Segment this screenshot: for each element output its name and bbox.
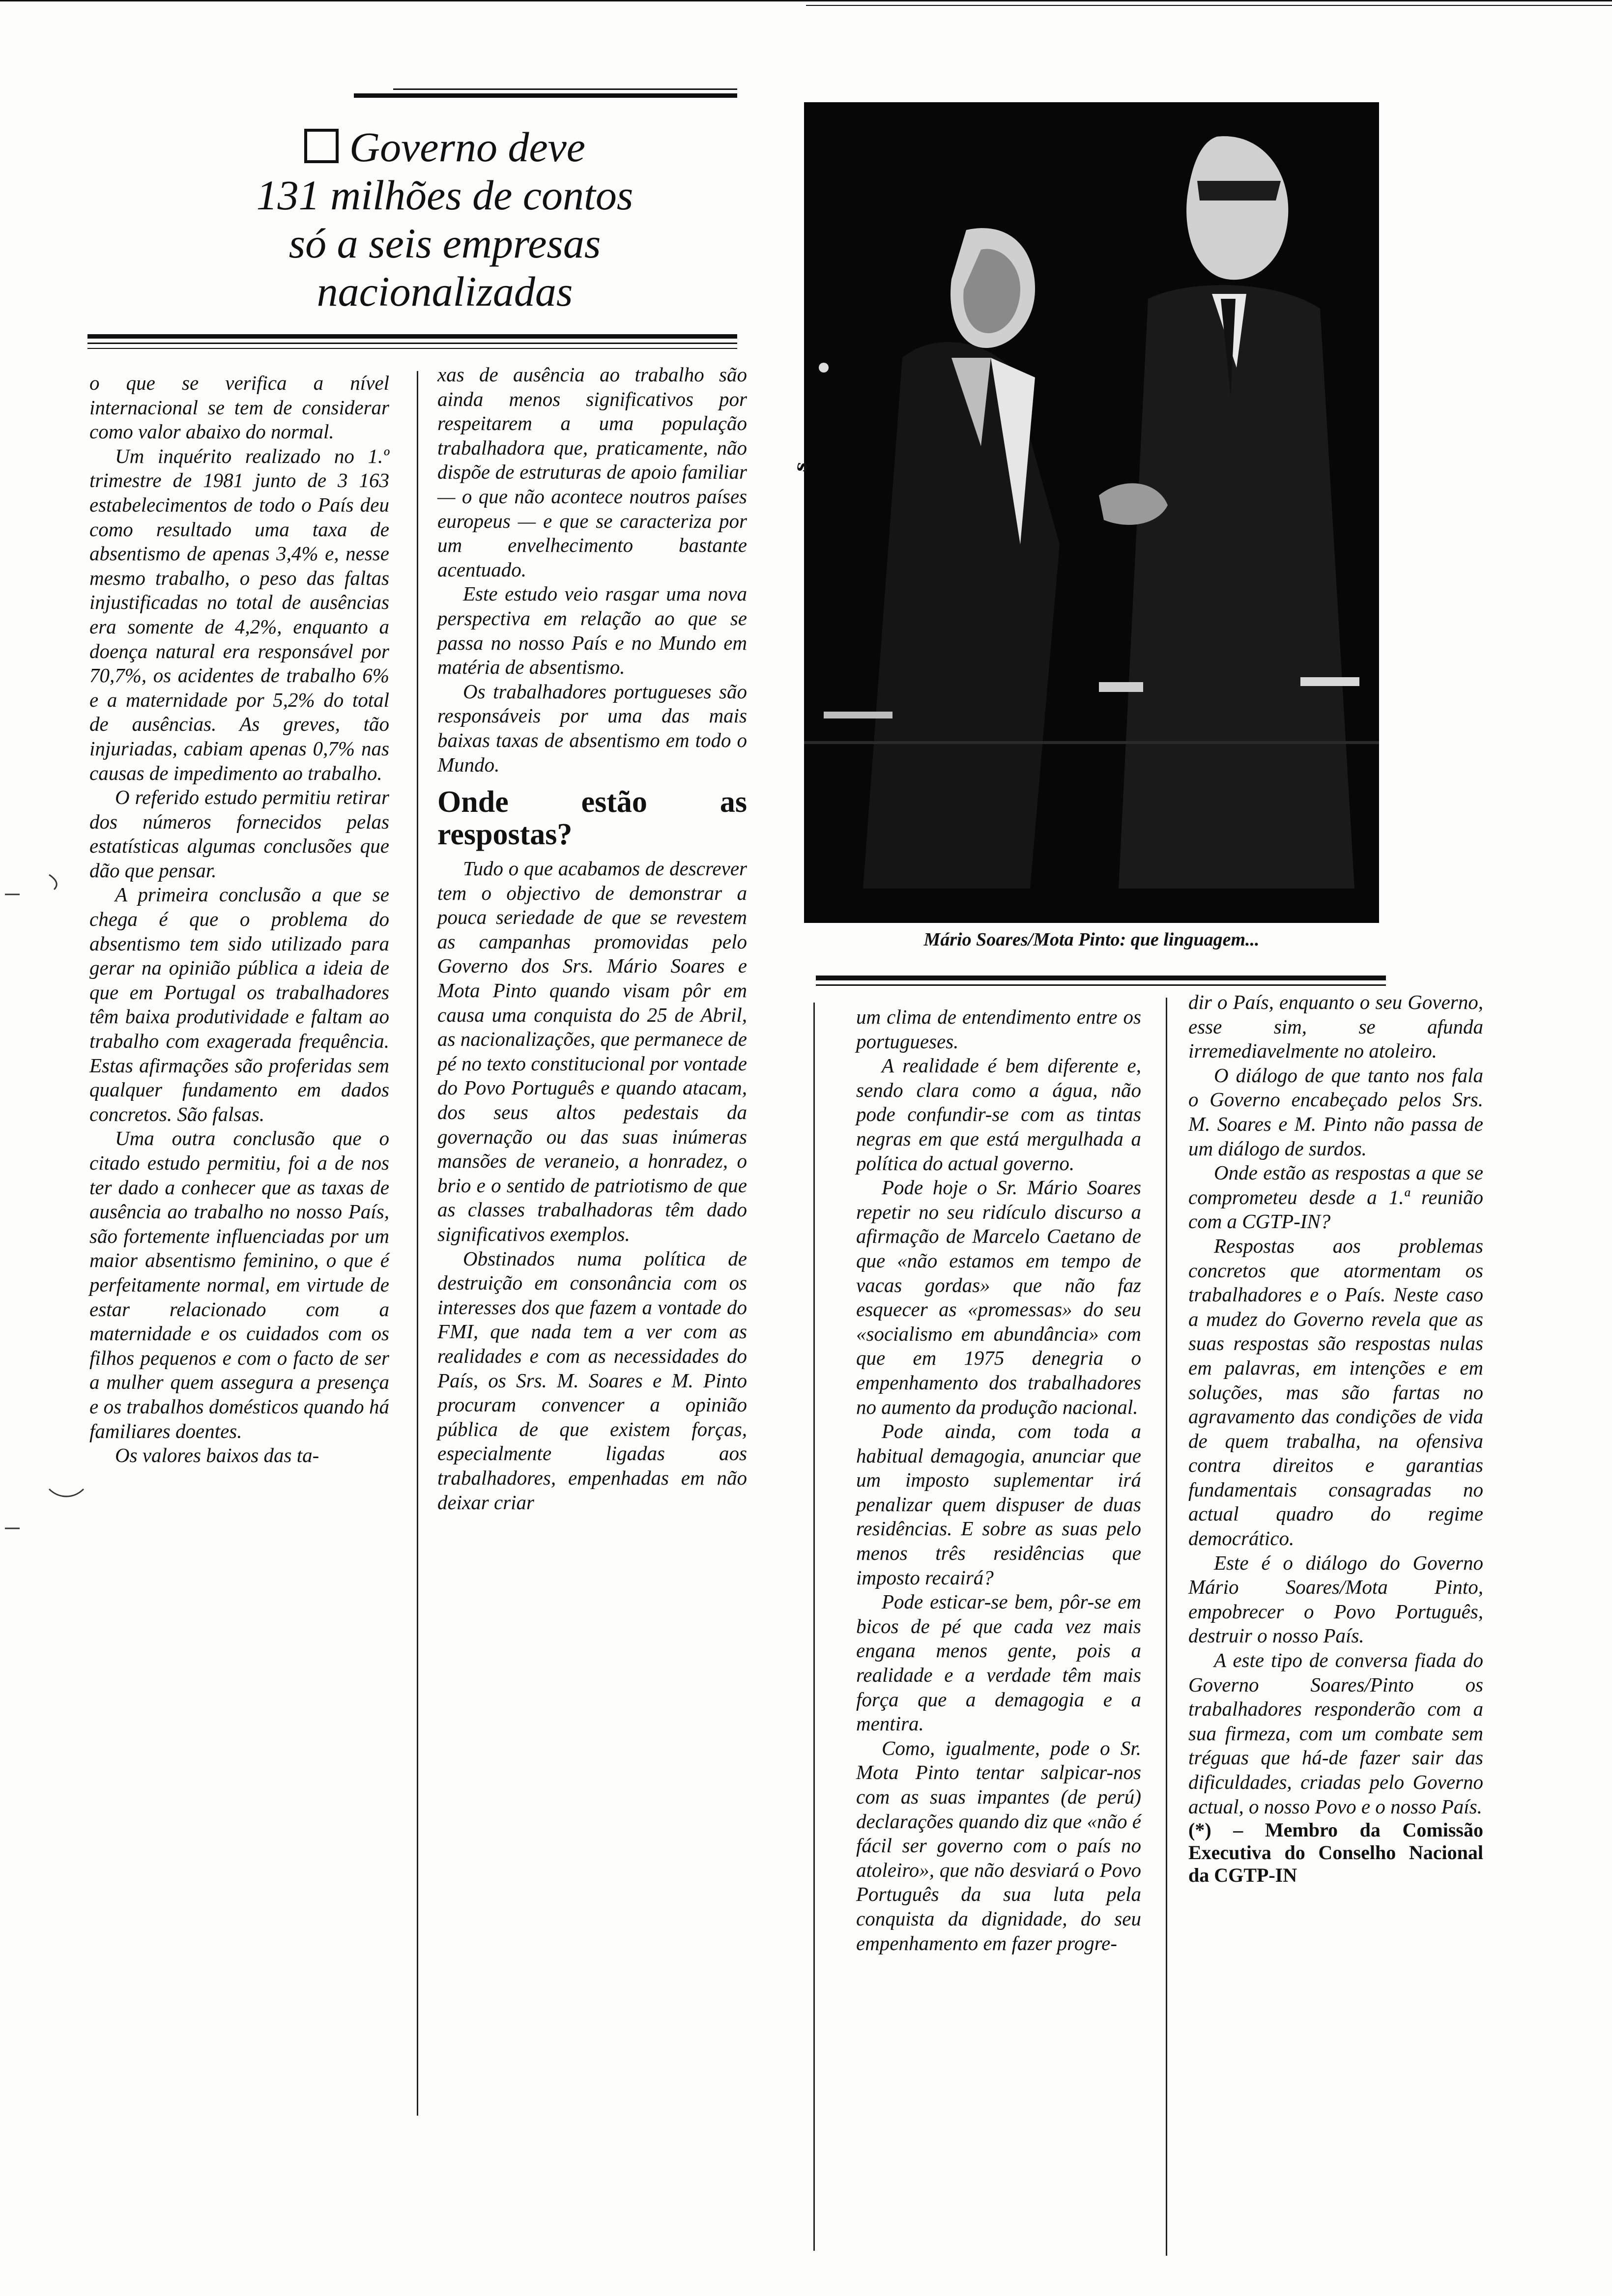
col3-para-2: A realidade é bem diferente e, sendo clara como a água, não pode confundir-se com as tintas negras em que está mergulhada a política do actual governo. [856,1054,1141,1175]
headline-line-1: Governo deve [349,123,585,171]
col2-para-5: Obstinados numa política de destruição em consonância com os interesses dos que fazem a vontade do FMI, que nada tem a ver com as realidades e com as necessidades do País, os Srs. M. Soares e M. Pinto procuram convencer a opinião pública de que existem forças, especialmente ligadas aos trabalhadores, empenhadas em não deixar criar [437,1247,747,1514]
article-column-4 [1188,990,1483,1887]
margin-mark-icon-2 [0,1479,88,1538]
column-divider-3 [1166,998,1167,2256]
article-column-1 [89,371,389,1468]
headline-top-rule-thin [393,88,737,90]
headline-line-2: 131 milhões de contos [256,172,633,219]
author-footnote: (*) – Membro da Comissão Executiva do Conselho Nacional da CGTP-IN [1188,1819,1483,1887]
col2-para-4: Tudo o que acabamos de descrever tem o objectivo de demonstrar a pouca seriedade de que se revestem as campanhas promovidas pelo Governo dos Srs. Mário Soares e Mota Pinto quando visam pôr em causa uma conquista do 25 de Abril, as nacionalizações, que permanece de pé no texto constitucional por vontade do Povo Português e quando atacam, dos seus altos pedestais da governação ou das suas inúmeras mansões de veraneio, a honradez, o brio e o sentido de patriotismo de que as classes trabalhadoras têm dado significativos exemplos. [437,857,747,1245]
photo-bottom-rule-thin [816,984,1386,986]
col4-para-4: Respostas aos problemas concretos que atormentam os trabalhadores e o País. Neste caso a mudez do Governo revela que as suas respostas são respostas nulas em palavras, em intenções e em soluções, mas são fartas no agravamento das condições de vida de quem trabalha, na ofensiva contra direitos e garantias fundamentais consagradas no actual quadro do regime democrático. [1188,1234,1483,1550]
col2-para-2: Este estudo veio rasgar uma nova perspectiva em relação ao que se passa no nosso País e no Mundo em matéria de absentismo. [437,582,747,679]
photo-two-men-icon [804,102,1379,923]
article-column-3 [856,1005,1141,1955]
subhead-onde-estao: Onde estão as respostas? [437,785,747,852]
photo-bottom-rule-thick [816,976,1386,980]
col4-para-5: Este é o diálogo do Governo Mário Soares/Mota Pinto, empobrecer o Povo Português, destruir o nosso País. [1188,1551,1483,1647]
column-divider-2 [813,1003,815,2251]
col1-para-6: Os valores baixos das ta- [115,1444,319,1467]
col3-para-3: Pode hoje o Sr. Mário Soares repetir no seu ridículo discurso a afirmação de Marcelo Caetano de que «não estamos em tempo de vacas gordas» que não faz esquecer as «promessas» do seu «socialismo em abundância» com que em 1975 denegria o empenhamento dos trabalhadores no aumento da produção nacional. [856,1176,1141,1418]
article-photo [804,102,1379,923]
col1-para-2: Um inquérito realizado no 1.º trimestre de 1981 junto de 3 163 estabelecimentos de todo o País deu como resultado uma taxa de absentismo de apenas 3,4% e, nesse mesmo trabalho, o peso das faltas injustificadas no total de ausências era somente de 4,2%, enquanto a doença natural era responsável por 70,7%, os acidentes de trabalho 6% e a maternidade por 5,2% do total de ausências. As greves, tão injuriadas, cabiam apenas 0,7% nas causas de impedimento ao trabalho. [89,444,389,784]
headline-bottom-rule-thin [87,343,737,344]
col2-para-3: Os trabalhadores portugueses são responsáveis por uma das mais baixas taxas de absentismo em todo o Mundo. [437,680,747,776]
col1-para-4: A primeira conclusão a que se chega é que o problema do absentismo tem sido utilizado para gerar na opinião pública a ideia de que em Portugal os trabalhadores têm baixa produtividade e faltam ao trabalho com exagerada frequência. Estas afirmações são proferidas sem qualquer fundamento em dados concretos. São falsas. [89,883,389,1125]
photo-caption: Mário Soares/Mota Pinto: que linguagem... [923,929,1260,950]
margin-mark-icon [0,865,59,904]
headline-box-icon [304,129,339,163]
article-column-2 [437,363,747,1515]
headline-bottom-rule-thick [87,334,737,339]
top-rule-right [806,5,1612,6]
col4-para-6: A este tipo de conversa fiada do Governo Soares/Pinto os trabalhadores responderão com a sua firmeza, com um combate sem tréguas que há-de fazer sair das dificuldades, criadas pelo Governo actual, o nosso Povo e o nosso País. [1188,1649,1483,1818]
col4-para-3: Onde estão as respostas a que se comprometeu desde a 1.ª reunião com a CGTP-IN? [1188,1161,1483,1233]
col1-para-5: Uma outra conclusão que o citado estudo permitiu, foi a de nos ter dado a conhecer que as taxas de ausência ao trabalho no nosso País, são fortemente influenciadas por um maior absentismo feminino, o que é perfeitamente normal, em virtude de estar relacionado com a maternidade e os cuidados com os filhos pequenos e com o facto de ser a mulher quem assegura a presença e os trabalhos domésticos quando há familiares doentes. [89,1127,389,1442]
col3-para-6: Como, igualmente, pode o Sr. Mota Pinto tentar salpicar-nos com as suas impantes (de perú) declarações quando diz que «não é fácil ser governo com o país no atoleiro», que não desviará o Povo Português da sua luta pela conquista da dignidade, do seu empenhamento em fazer progre- [856,1736,1141,1954]
headline [177,123,713,316]
col3-para-1: um clima de entendimento entre os portugueses. [856,1005,1141,1053]
headline-line-4: nacionalizadas [317,268,573,315]
col3-para-5: Pode esticar-se bem, pôr-se em bicos de pé que cada vez mais engana menos gente, pois a realidade e a verdade têm mais força que a demagogia e a mentira. [856,1590,1141,1735]
headline-line-3: só a seis empresas [288,220,601,267]
column-divider-1 [417,371,418,2116]
col4-para-1: dir o País, enquanto o seu Governo, esse sim, se afunda irremediavelmente no atoleiro. [1188,991,1483,1062]
col2-para-1: xas de ausência ao trabalho são ainda menos significativos por respeitarem a uma população trabalhadora que, praticamente, não dispõe de estruturas de apoio familiar — o que não acontece noutros países europeus — e que se caracteriza por um envelhecimento bastante acentuado. [437,363,747,581]
col4-para-2: O diálogo de que tanto nos fala o Governo encabeçado pelos Srs. M. Soares e M. Pinto não passa de um diálogo de surdos. [1188,1063,1483,1160]
photo-edge-mark: s [790,460,811,473]
col3-para-4: Pode ainda, com toda a habitual demagogia, anunciar que um imposto suplementar irá penalizar quem dispuser de duas residências. E sobre as suas pelo menos três residências que imposto recairá? [856,1420,1141,1589]
headline-bottom-rule-thin2 [87,348,737,349]
headline-top-rule-thick [354,93,737,98]
col1-para-1: o que se verifica a nível internacional se tem de considerar como valor abaixo do normal. [89,372,389,443]
col1-para-3: O referido estudo permitiu retirar dos números fornecidos pelas estatísticas algumas conclusões que dão que pensar. [89,786,389,882]
top-rule [0,0,1612,1]
